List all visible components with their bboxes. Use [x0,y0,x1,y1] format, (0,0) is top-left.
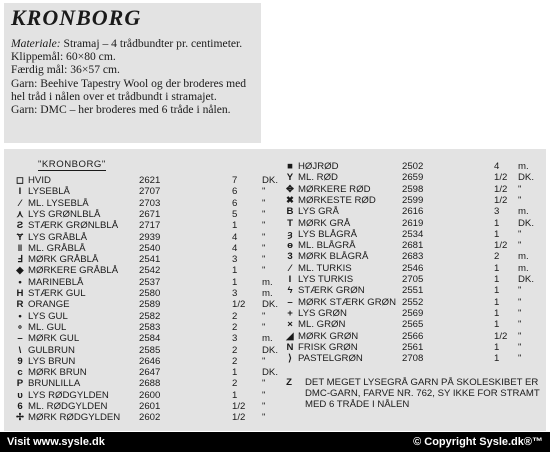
symbol-icon: • [18,276,22,288]
color-name: ML. RØDGYLDEN [28,401,108,412]
color-name: LYS TURKIS [298,274,354,285]
color-name: LYS GRÅ [298,206,339,218]
symbol-icon: ✖ [285,194,295,206]
color-quantity: 4 [232,231,238,243]
color-unit: " [262,208,266,220]
color-unit: m. [518,251,529,263]
color-unit: m. [518,206,529,218]
color-code: 2703 [139,197,161,209]
color-code: 2600 [139,389,161,401]
color-name: LYS GRÅBLÅ [28,231,88,243]
color-quantity: 1 [232,276,238,288]
color-name: HVID [28,175,51,186]
color-unit: DK. [262,299,278,311]
color-unit: DK. [518,172,534,184]
symbol-icon: ◆ [16,265,24,277]
color-code: 2542 [139,265,161,277]
color-quantity: 7 [232,175,238,186]
color-name: STÆRK GRØN [298,285,365,297]
symbol-icon: ⁄ [19,197,21,209]
color-name: HØJRØD [298,161,339,172]
color-unit: DK. [262,344,278,356]
color-unit: " [262,389,266,401]
color-unit: " [518,319,522,331]
color-code: 2582 [139,310,161,322]
symbol-icon: – [287,296,293,308]
color-code: 2599 [402,194,424,206]
color-code: 2671 [139,208,161,220]
color-code: 2561 [402,341,424,353]
color-code: 2601 [139,401,161,412]
color-unit: " [518,228,522,240]
color-code: 2602 [139,412,161,424]
color-code: 2647 [139,367,161,379]
color-name: ML. GUL [28,321,67,333]
desc-line-materiale [11,37,261,63]
color-name: MØRKERE GRÅBLÅ [28,265,119,277]
color-code: 2619 [402,217,424,229]
color-code: 2551 [402,285,424,297]
color-code: 2708 [402,353,424,365]
symbol-icon: Ɏ [16,231,24,243]
color-name: ML. GRØN [298,319,346,331]
color-quantity: 2 [494,251,500,263]
color-quantity: 1 [494,307,500,319]
color-quantity: 2 [232,321,238,333]
color-code: 2659 [402,172,424,184]
symbol-icon: • [18,310,22,322]
symbol-icon: ◢ [286,330,294,342]
color-name: LYS RØDGYLDEN [28,389,109,401]
symbol-icon: B [286,206,294,218]
symbol-icon: Ι [18,186,22,198]
color-unit: " [262,355,266,367]
color-name: MØRK GRÅ [298,217,351,229]
color-unit: DK. [518,274,534,285]
color-unit: m. [262,276,273,288]
desc-line-size: Færdig mål: 36×57 cm. [11,63,120,77]
color-quantity: 3 [494,206,500,218]
symbol-icon: ⟩ [288,353,292,365]
color-code: 2541 [139,254,161,266]
symbol-icon: Y [286,172,294,184]
color-unit: " [518,194,522,206]
color-name: LYS GRØNLBLÅ [28,208,101,220]
color-quantity: 1 [494,274,500,285]
color-name: STÆRK GUL [28,288,86,299]
color-unit: " [262,401,266,412]
color-code: 2705 [402,274,424,285]
chart-heading: "KRONBORG" [38,159,106,170]
color-code: 2565 [402,319,424,331]
color-code: 2546 [402,262,424,274]
color-unit: " [262,220,266,232]
color-unit: " [518,307,522,319]
color-quantity: 2 [232,355,238,367]
color-quantity: 1/2 [494,183,508,195]
color-unit: m. [262,333,273,345]
color-unit: " [262,186,266,198]
symbol-icon: P [16,378,24,390]
color-quantity: 1 [494,341,500,353]
color-code: 2566 [402,330,424,342]
color-quantity: 1 [494,353,500,365]
color-quantity: 1/2 [494,240,508,252]
color-quantity: 1 [494,262,500,274]
color-unit: DK. [262,367,278,379]
note-text: DET MEGET LYSEGRÅ GARN PÅ SKOLESKIBET ER DMC-GARN, FARVE NR. 762, SY IKKE FOR STRAMT MED 6 TRÅDE I NÅLEN [305,377,540,411]
color-quantity: 1 [494,217,500,229]
symbol-icon: × [287,319,293,331]
color-code: 2717 [139,220,161,232]
color-unit: " [262,321,266,333]
color-quantity: 1/2 [494,172,508,184]
footer-bar [0,432,550,452]
desc-line-garn-beehive: Garn: Beehive Tapestry Wool og der broderes med hel tråd i nålen over et trådbundt i stramajet. [11,76,247,103]
color-quantity: 1 [232,265,238,277]
color-quantity: 5 [232,208,238,220]
color-code: 2584 [139,333,161,345]
color-name: MØRK GRØN [298,330,359,342]
color-quantity: 3 [232,333,238,345]
color-quantity: 1/2 [494,194,508,206]
color-code: 2537 [139,276,161,288]
color-unit: " [262,378,266,390]
color-quantity: 6 [232,186,238,198]
color-quantity: 4 [494,161,500,172]
color-quantity: 2 [232,310,238,322]
color-name: MØRK RØDGYLDEN [28,412,121,424]
materials-panel [4,3,261,143]
color-name: FRISK GRØN [298,341,358,353]
page-title: KRONBORG [11,5,142,30]
color-name: MØRK BLÅGRÅ [298,251,369,263]
color-quantity: 1 [232,367,238,379]
color-name: MØRKERE RØD [298,183,371,195]
symbol-icon: R [16,299,24,311]
symbol-icon: υ [17,389,23,401]
symbol-icon: ȝ [287,228,293,240]
color-quantity: 1/2 [232,299,246,311]
color-code: 2552 [402,296,424,308]
color-quantity: 1 [494,296,500,308]
color-name: LYSEBLÅ [28,186,70,198]
color-unit: " [518,330,522,342]
color-unit: " [262,254,266,266]
color-code: 2707 [139,186,161,198]
desc-line-garn-dmc: Garn: DMC – her broderes med 6 tråde i nålen. [11,103,231,117]
color-code: 2688 [139,378,161,390]
color-name: MARINEBLÅ [28,276,84,288]
symbol-icon: c [17,367,23,379]
color-name: LYS BRUN [28,355,76,367]
color-unit: m. [262,288,273,299]
color-code: 2589 [139,299,161,311]
color-code: 2534 [402,228,424,240]
color-name: MØRK BRUN [28,367,87,379]
materials-description [11,37,261,116]
symbol-icon: ϟ [287,285,293,297]
color-unit: " [518,240,522,252]
symbol-icon: + [287,307,293,319]
color-name: MØRK GUL [28,333,80,345]
color-unit: DK. [518,217,534,229]
symbol-icon: Ƨ [16,220,24,232]
color-code: 2569 [402,307,424,319]
color-code: 2681 [402,240,424,252]
footer-visit-link[interactable]: Visit www.sysle.dk [7,436,105,448]
color-name: MØRK STÆRK GRØN [298,296,397,308]
color-unit: " [518,353,522,365]
color-code: 2939 [139,231,161,243]
symbol-icon: \ [18,344,22,356]
symbol-icon: ∘ [16,321,23,333]
color-name: LYS BLÅGRÅ [298,228,358,240]
color-quantity: 3 [232,288,238,299]
color-code: 2585 [139,344,161,356]
materiale-label: Materiale: [11,37,61,50]
color-name: ORANGE [28,299,70,311]
color-quantity: 1 [494,285,500,297]
symbol-icon: 9 [17,355,23,367]
note-symbol: Z [286,377,292,388]
color-unit: " [262,310,266,322]
color-quantity: 1 [494,319,500,331]
color-quantity: 1/2 [494,330,508,342]
color-code: 2580 [139,288,161,299]
symbol-icon: ■ [287,161,293,172]
color-unit: m. [518,161,529,172]
color-quantity: 1/2 [232,412,246,424]
color-name: LYS GRØN [298,307,347,319]
color-name: ML. GRÅBLÅ [28,242,86,254]
symbol-icon: T [287,217,293,229]
color-code: 2646 [139,355,161,367]
color-unit: " [262,242,266,254]
color-code: 2621 [139,175,161,186]
color-unit: " [518,183,522,195]
color-quantity: 3 [232,254,238,266]
color-unit: DK. [262,175,278,186]
color-name: STÆRK GRØNLBLÅ [28,220,119,232]
color-quantity: 1/2 [232,401,246,412]
symbol-icon: Ι [288,274,292,285]
color-name: PASTELGRØN [298,353,363,365]
color-name: ML. BLÅGRÅ [298,240,356,252]
color-quantity: 1 [494,228,500,240]
color-code: 2583 [139,321,161,333]
color-quantity: 2 [232,378,238,390]
symbol-icon: H [16,288,24,299]
color-unit: m. [518,262,529,274]
symbol-icon: ⁄ [289,262,291,274]
color-code: 2502 [402,161,424,172]
symbol-icon: ǁ [17,242,23,254]
color-unit: " [518,285,522,297]
color-code: 2598 [402,183,424,195]
symbol-icon: 3 [287,251,293,263]
symbol-icon: Ⅎ [17,254,23,266]
color-code: 2683 [402,251,424,263]
color-quantity: 1 [232,220,238,232]
color-quantity: 6 [232,197,238,209]
symbol-icon: – [17,333,23,345]
color-unit: " [262,265,266,277]
color-unit: " [262,231,266,243]
footer-copyright: © Copyright Sysle.dk®™ [413,436,543,448]
color-name: MØRKESTE RØD [298,194,376,206]
color-name: MØRK GRÅBLÅ [28,254,99,266]
materiale-text: Stramaj – 4 trådbundter pr. centimeter. Klippemål: 60×80 cm. [11,37,243,64]
color-unit: " [262,412,266,424]
color-name: GULBRUN [28,344,75,356]
symbol-icon: ⋏ [16,208,24,220]
color-name: ML. TURKIS [298,262,352,274]
color-code: 2616 [402,206,424,218]
color-name: LYS GUL [28,310,68,322]
color-unit: " [518,296,522,308]
color-code: 2540 [139,242,161,254]
symbol-icon: 6 [17,401,23,412]
symbol-icon: ✥ [285,183,295,195]
color-quantity: 1 [232,389,238,401]
color-quantity: 2 [232,344,238,356]
color-unit: " [262,197,266,209]
color-key-chart [4,149,546,431]
color-name: ML. LYSEBLÅ [28,197,89,209]
color-quantity: 4 [232,242,238,254]
symbol-icon: N [286,341,294,353]
symbol-icon: ɵ [287,240,293,252]
symbol-icon: ◻ [16,175,24,186]
color-unit: " [518,341,522,353]
color-name: BRUNLILLA [28,378,81,390]
symbol-icon: ✢ [15,412,25,424]
color-name: ML. RØD [298,172,338,184]
